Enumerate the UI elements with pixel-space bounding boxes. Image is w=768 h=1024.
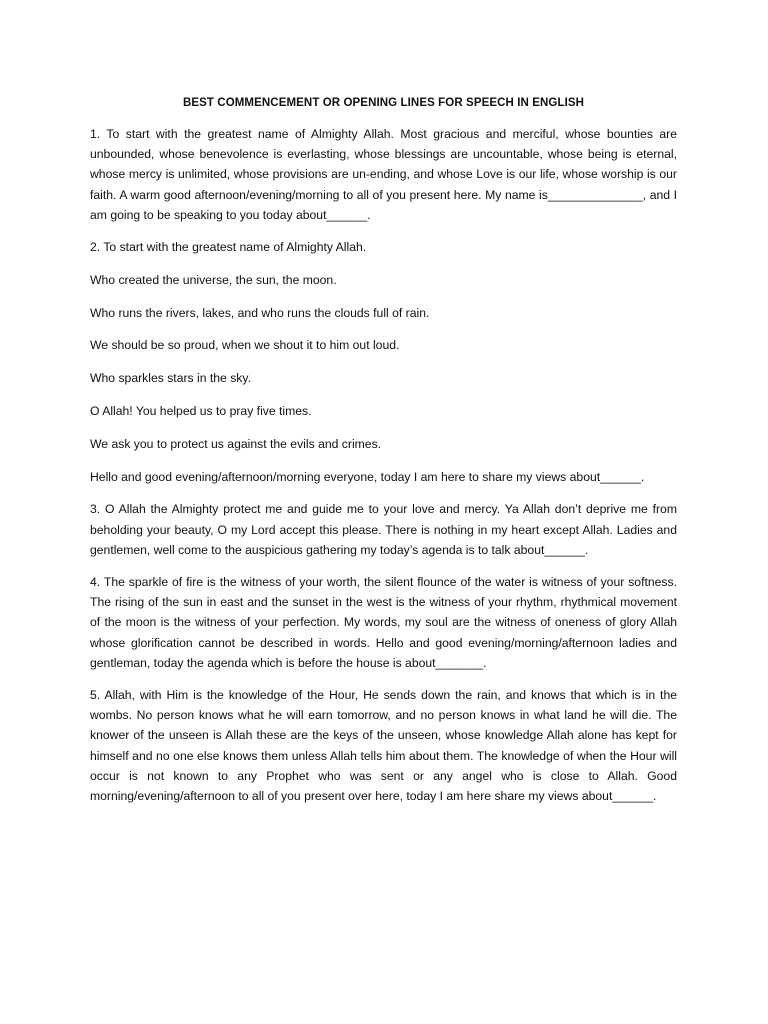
paragraph-1: 1. To start with the greatest name of Almighty Allah. Most gracious and merciful, whose bounties are unbounded, whose benevolence is everlasting, whose blessings are uncountable, whose being is eternal, whose mercy is unlimited, whose provisions are un-ending, and whose Love is our life, whose worship is our faith. A warm good afternoon/evening/morning to all of you present here. My name is______________, and I am going to be speaking to you today about______. [90, 127, 677, 222]
paragraph-2-line: We ask you to protect us against the evils and crimes. [90, 436, 382, 451]
paragraph-4: 4. The sparkle of fire is the witness of your worth, the silent flounce of the water is witness of your softness. The rising of the sun in east and the sunset in the west is the witness of your rhythm, rhythmical movement of the moon is the witness of your perfection. My words, my soul are the witness of oneness of glory Allah whose glorification cannot be described in words. Hello and good evening/morning/afternoon ladies and gentleman, today the agenda which is before the house is about_______. [90, 575, 677, 670]
paragraph-2-line: Who runs the rivers, lakes, and who runs the clouds full of rain. [90, 305, 430, 320]
paragraph-5: 5. Allah, with Him is the knowledge of the Hour, He sends down the rain, and knows that which is in the wombs. No person knows what he will earn tomorrow, and no person knows in what land he will die. The knower of the unseen is Allah these are the keys of the unseen, whose knowledge Allah alone has kept for himself and no one else knows them unless Allah tells him about them. The knowledge of when the Hour will occur is not known to any Prophet who was sent or any angel who is close to Allah. Good morning/evening/afternoon to all of you present over here, today I am here share my views about______. [90, 688, 677, 804]
paragraph-2-line: 2. To start with the greatest name of Almighty Allah. [90, 240, 367, 255]
paragraph-3: 3. O Allah the Almighty protect me and guide me to your love and mercy. Ya Allah don’t deprive me from beholding your beauty, O my Lord accept this please. There is nothing in my heart except Allah. Ladies and gentlemen, well come to the auspicious gathering my today’s agenda is to talk about______. [90, 502, 677, 557]
document-title: BEST COMMENCEMENT OR OPENING LINES FOR SPEECH IN ENGLISH [182, 97, 585, 109]
paragraph-2-line: Hello and good evening/afternoon/morning everyone, today I am here to share my views about______. [90, 469, 645, 484]
paragraph-2-line: Who sparkles stars in the sky. [90, 371, 251, 386]
paragraph-2-line: O Allah! You helped us to pray five times. [90, 404, 312, 418]
paragraph-2-line: We should be so proud, when we shout it to him out loud. [90, 338, 400, 353]
paragraph-2-line: Who created the universe, the sun, the moon. [90, 272, 337, 287]
document-page [90, 96, 677, 818]
